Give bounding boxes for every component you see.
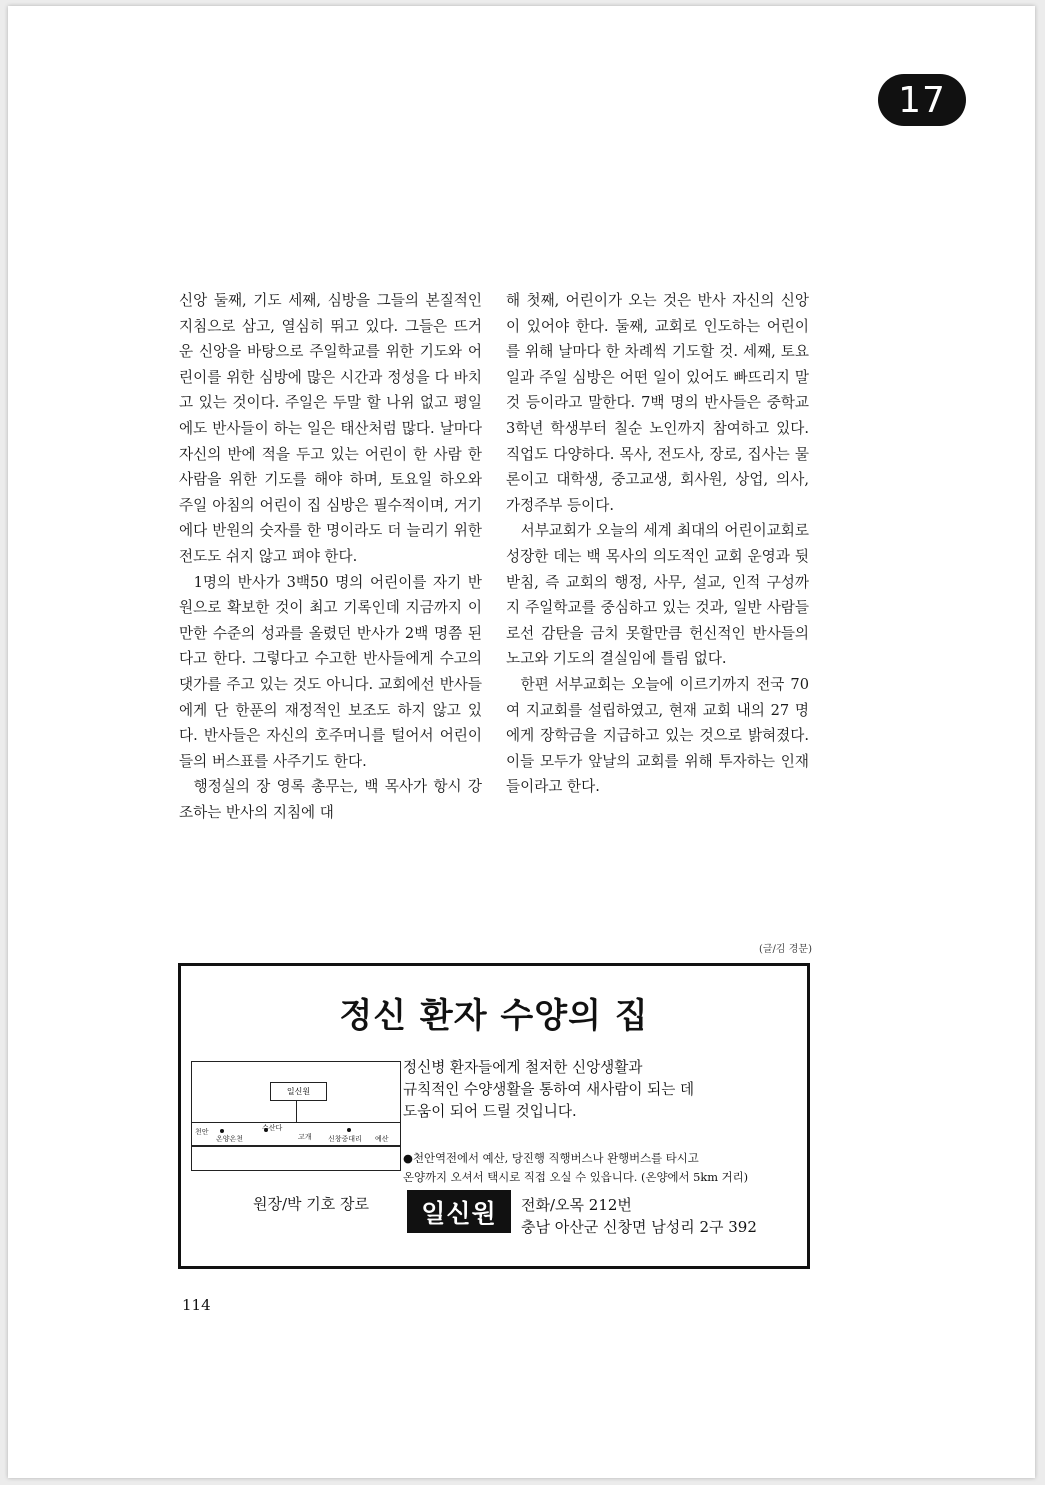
article-byline: (글/김 경문): [759, 944, 812, 955]
map-label: 온양온천: [216, 1135, 244, 1143]
ad-director: 원장/박 기호 장로: [253, 1195, 370, 1213]
ad-title: 정신 환자 수양의 집: [339, 996, 649, 1036]
article-paragraph: 1명의 반사가 3백50 명의 어린이를 자기 반원으로 확보한 것이 최고 기록인데 지금까지 이만한 수준의 성과를 올렸던 반사가 2백 명쯤 된다고 한다. 그렇다고 수고한 반사들에게 수고의 댓가를 주고 있는 것도 아니다. 교회에선 반사들에게 단 한푼의 재정적인 보조도 하지 않고 있다. 반사들은 자신의 호주머니를 털어서 어린이들의 버스표를 사주기도 한다.: [179, 573, 482, 770]
ad-directions: [403, 1149, 808, 1187]
ad-description-line: 도움이 되어 드릴 것입니다.: [403, 1103, 577, 1120]
advertisement-box: [178, 963, 810, 1269]
article-paragraph: 서부교회가 오늘의 세계 최대의 어린이교회로 성장한 데는 백 목사의 의도적인 교회 운영과 뒷받침, 즉 교회의 행정, 사무, 설교, 인적 구성까지 주일학교를 중심하고 있는 것과, 일반 사람들로선 감탄을 금치 못할만큼 헌신적인 반사들의 노고와 기도의 결실임에 틀림 없다.: [506, 522, 809, 668]
map-marker-icon: [347, 1128, 351, 1132]
map-label: 예산: [375, 1135, 389, 1143]
article-column-left: [179, 288, 482, 825]
article-column-right: [506, 288, 809, 800]
map-marker-icon: [220, 1129, 224, 1133]
article-paragraph: 해 첫째, 어린이가 오는 것은 반사 자신의 신앙이 있어야 한다. 둘째, 교회로 인도하는 어린이를 위해 날마다 한 차례씩 기도할 것. 세째, 토요일과 주일 심방은 어떤 일이 있어도 빠뜨리지 말 것 등이라고 말한다. 7백 명의 반사들은 중학교 3학년 학생부터 칠순 노인까지 참여하고 있다. 직업도 다양하다. 목사, 전도사, 장로, 집사는 물론이고 대학생, 중고교생, 회사원, 상업, 의사, 가정주부 등이다.: [506, 292, 809, 514]
article-paragraph: 행정실의 장 영록 총무는, 백 목사가 항시 강조하는 반사의 지침에 대: [179, 778, 482, 821]
ad-description-line: 규칙적인 수양생활을 통하여 새사람이 되는 데: [403, 1081, 695, 1098]
map-road: [192, 1145, 400, 1147]
map-label: 천안: [195, 1128, 209, 1136]
ad-logo: 일신원: [407, 1190, 511, 1233]
map-path: [296, 1099, 297, 1123]
map-building: 일신원: [270, 1082, 327, 1101]
ad-description: [403, 1057, 803, 1123]
map-label: 고개: [298, 1133, 312, 1141]
ad-directions-line: 온양까지 오셔서 택시로 직접 오실 수 있읍니다. (온양에서 5km 거리): [403, 1170, 749, 1184]
ad-contact: [521, 1194, 757, 1238]
article-paragraph: 한편 서부교회는 오늘에 이르기까지 전국 70여 지교회를 설립하였고, 현재 교회 내의 27 명에게 장학금을 지급하고 있는 것으로 밝혀졌다. 이들 모두가 앞날의 교회를 위해 투자하는 인재들이라고 한다.: [506, 675, 809, 796]
article-paragraph: 신앙 둘째, 기도 세째, 심방을 그들의 본질적인 지침으로 삼고, 열심히 뛰고 있다. 그들은 뜨거운 신앙을 바탕으로 주일학교를 위한 기도와 어린이를 위한 심방에 많은 시간과 정성을 다 바치고 있는 것이다. 주일은 두말 할 나위 없고 평일에도 반사들이 하는 일은 태산처럼 많다. 날마다 자신의 반에 적을 두고 있는 어린이 한 사람 한 사람을 위한 기도를 해야 하며, 토요일 하오와 주일 아침의 어린이 집 심방은 필수적이며, 거기에다 반원의 숫자를 한 명이라도 더 늘리기 위한 전도도 쉬지 않고 펴야 한다.: [179, 292, 482, 565]
map-label: 신창중대리: [328, 1135, 362, 1143]
ad-description-line: 정신병 환자들에게 철저한 신앙생활과: [403, 1059, 643, 1076]
ad-address: 충남 아산군 신창면 남성리 2구 392: [521, 1218, 757, 1236]
ad-phone: 전화/오목 212번: [521, 1196, 632, 1214]
location-map: [191, 1061, 401, 1171]
map-label: 수산다: [262, 1124, 283, 1132]
chapter-number-badge: 17: [878, 74, 966, 126]
page-number: 114: [182, 1296, 211, 1314]
ad-directions-line: ●천안역전에서 예산, 당진행 직행버스나 완행버스를 타시고: [403, 1151, 699, 1165]
